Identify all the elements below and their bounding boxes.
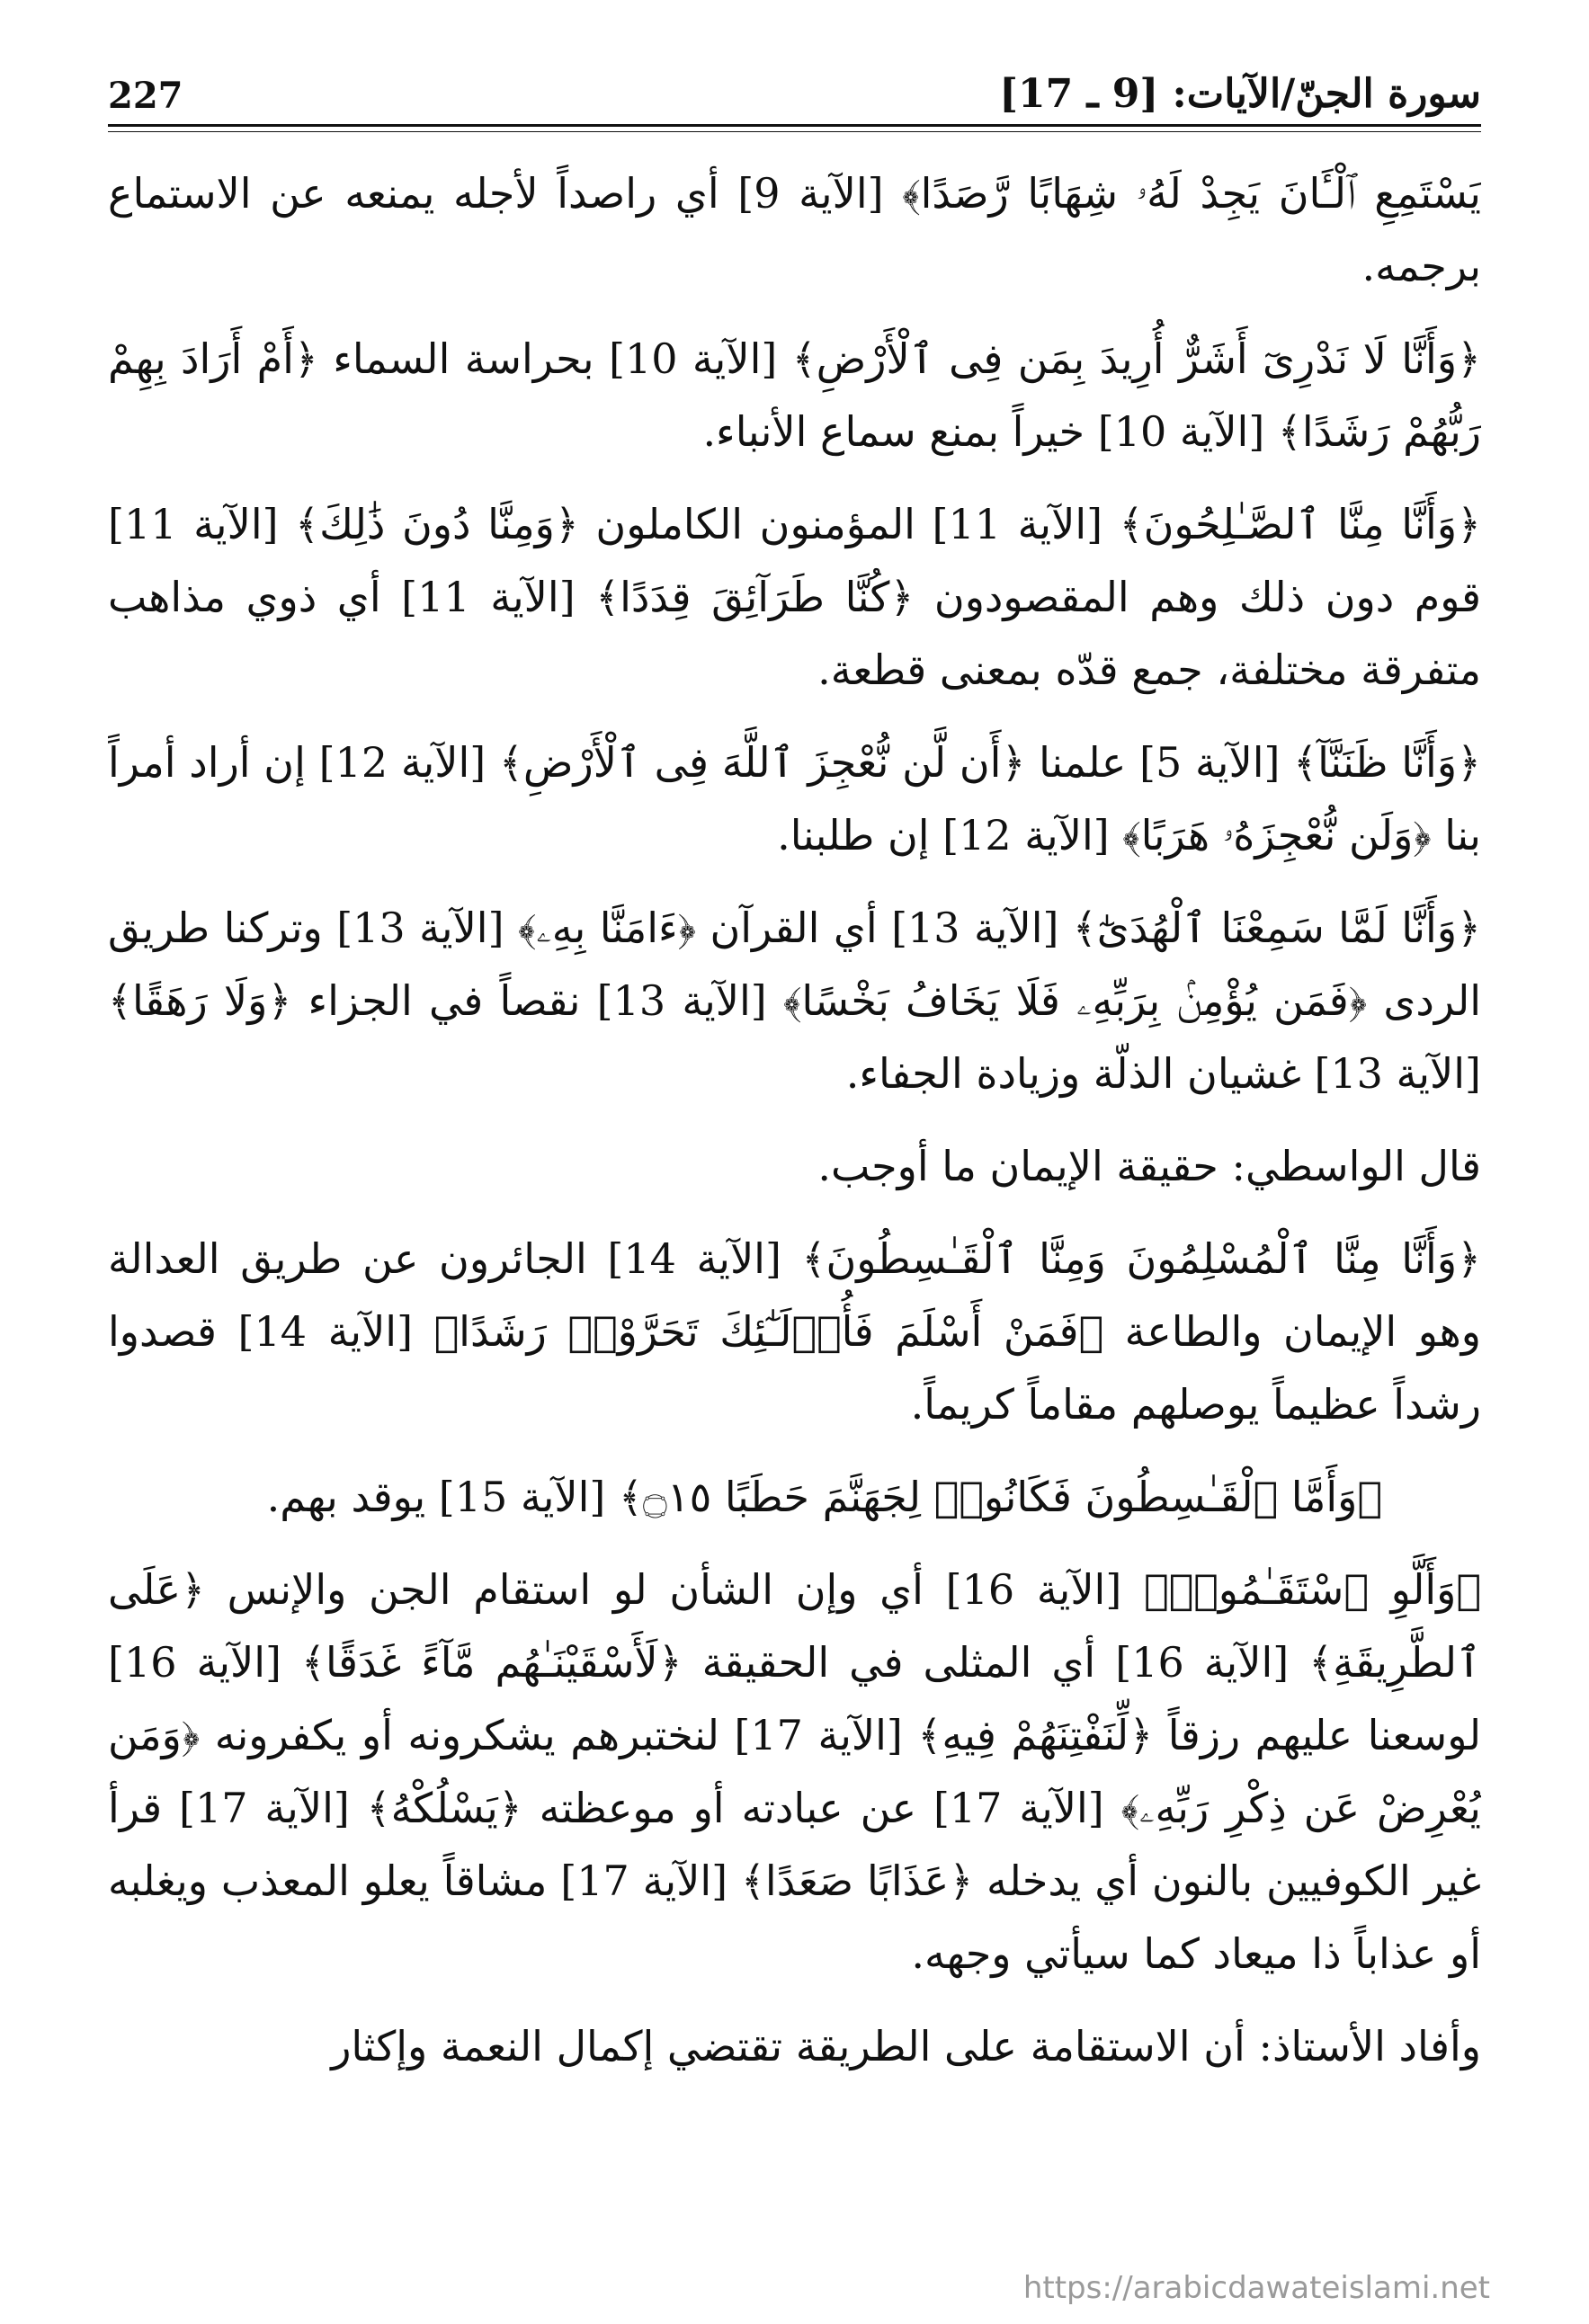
paragraph-6: قال الواسطي: حقيقة الإيمان ما أوجب. xyxy=(817,1142,1481,1190)
watermark-url: https://arabicdawateislami.net xyxy=(1022,2270,1490,2306)
header-rule xyxy=(108,124,1481,127)
paragraph-5: ﴿وَأَنَّا لَمَّا سَمِعْنَا ٱلْهُدَىٰٓ﴾ [الآية 13] أي القرآن ﴿ءَامَنَّا بِهِۦ﴾ [الآية 13] وتركنا طريق الردى ﴿فَمَن يُؤْمِنۢ بِرَبِّهِۦ فَلَا يَخَافُ بَخْسًا﴾ [الآية 13] نقصاً في الجزاء ﴿وَلَا رَهَقًا﴾ [الآية 13] غشيان الذلّة وزيادة الجفاء. xyxy=(108,904,1481,1098)
paragraph-10: وأفاد الأستاذ: أن الاستقامة على الطريقة تقتضي إكمال النعمة وإكثار xyxy=(331,2022,1481,2070)
paragraph-4: ﴿وَأَنَّا ظَنَنَّآ﴾ [الآية 5] علمنا ﴿أَن لَّن نُّعْجِزَ ٱللَّهَ فِى ٱلْأَرْضِ﴾ [الآية 12] إن أراد أمراً بنا ﴿وَلَن نُّعْجِزَهُۥ هَرَبًا﴾ [الآية 12] إن طلبنا. xyxy=(108,738,1481,859)
page-number: 227 xyxy=(108,75,183,117)
paragraph-8: ﴿وَأَمَّا ٱلْقَـٰسِطُونَ فَكَانُوا۟ لِجَهَنَّمَ حَطَبًا ۝١٥﴾ [الآية 15] يوقد بهم. xyxy=(266,1473,1382,1521)
paragraph-1: يَسْتَمِعِ ٱلْـَٔانَ يَجِدْ لَهُۥ شِهَابًا رَّصَدًا﴾ [الآية 9] أي راصداً لأجله يمنعه عن الاستماع برجمه. xyxy=(108,169,1481,290)
page-header xyxy=(108,54,1481,117)
header-rule-thin xyxy=(108,131,1481,132)
page-body xyxy=(108,157,1481,2252)
paragraph-3: ﴿وَأَنَّا مِنَّا ٱلصَّـٰلِحُونَ﴾ [الآية 11] المؤمنون الكاملون ﴿وَمِنَّا دُونَ ذَٰلِكَ﴾ [الآية 11] قوم دون ذلك وهم المقصودون ﴿كُنَّا طَرَآئِقَ قِدَدًا﴾ [الآية 11] أي ذوي مذاهب متفرقة مختلفة، جمع قدّه بمعنى قطعة. xyxy=(108,500,1481,694)
paragraph-2: ﴿وَأَنَّا لَا نَدْرِىٓ أَشَرٌّ أُرِيدَ بِمَن فِى ٱلْأَرْضِ﴾ [الآية 10] بحراسة السماء ﴿أَمْ أَرَادَ بِهِمْ رَبُّهُمْ رَشَدًا﴾ [الآية 10] خيراً بمنع سماع الأنباء. xyxy=(108,334,1481,456)
paragraph-9: ﴿وَأَلَّوِ ٱسْتَقَـٰمُوا۟﴾ [الآية 16] أي وإن الشأن لو استقام الجن والإنس ﴿عَلَى ٱلطَّرِيقَةِ﴾ [الآية 16] أي المثلى في الحقيقة ﴿لَأَسْقَيْنَـٰهُم مَّآءً غَدَقًا﴾ [الآية 16] لوسعنا عليهم رزقاً ﴿لِّنَفْتِنَهُمْ فِيهِ﴾ [الآية 17] لنختبرهم يشكرونه أو يكفرونه ﴿وَمَن يُعْرِضْ عَن ذِكْرِ رَبِّهِۦ﴾ [الآية 17] عن عبادته أو موعظته ﴿يَسْلُكْهُ﴾ [الآية 17] قرأ غير الكوفيين بالنون أي يدخله ﴿عَذَابًا صَعَدًا﴾ [الآية 17] مشاقاً يعلو المعذب ويغلبه أو عذاباً ذا ميعاد كما سيأتي وجهه. xyxy=(108,1565,1481,1978)
paragraph-7: ﴿وَأَنَّا مِنَّا ٱلْمُسْلِمُونَ وَمِنَّا ٱلْقَـٰسِطُونَ﴾ [الآية 14] الجائرون عن طريق العدالة وهو الإيمان والطاعة ﴿فَمَنْ أَسْلَمَ فَأُو۟لَـٰٓئِكَ تَحَرَّوْا۟ رَشَدًا﴾ [الآية 14] قصدوا رشداً عظيماً يوصلهم مقاماً كريماً. xyxy=(108,1234,1481,1429)
running-title: سورة الجنّ/الآيات: [9 ـ 17] xyxy=(999,71,1481,117)
